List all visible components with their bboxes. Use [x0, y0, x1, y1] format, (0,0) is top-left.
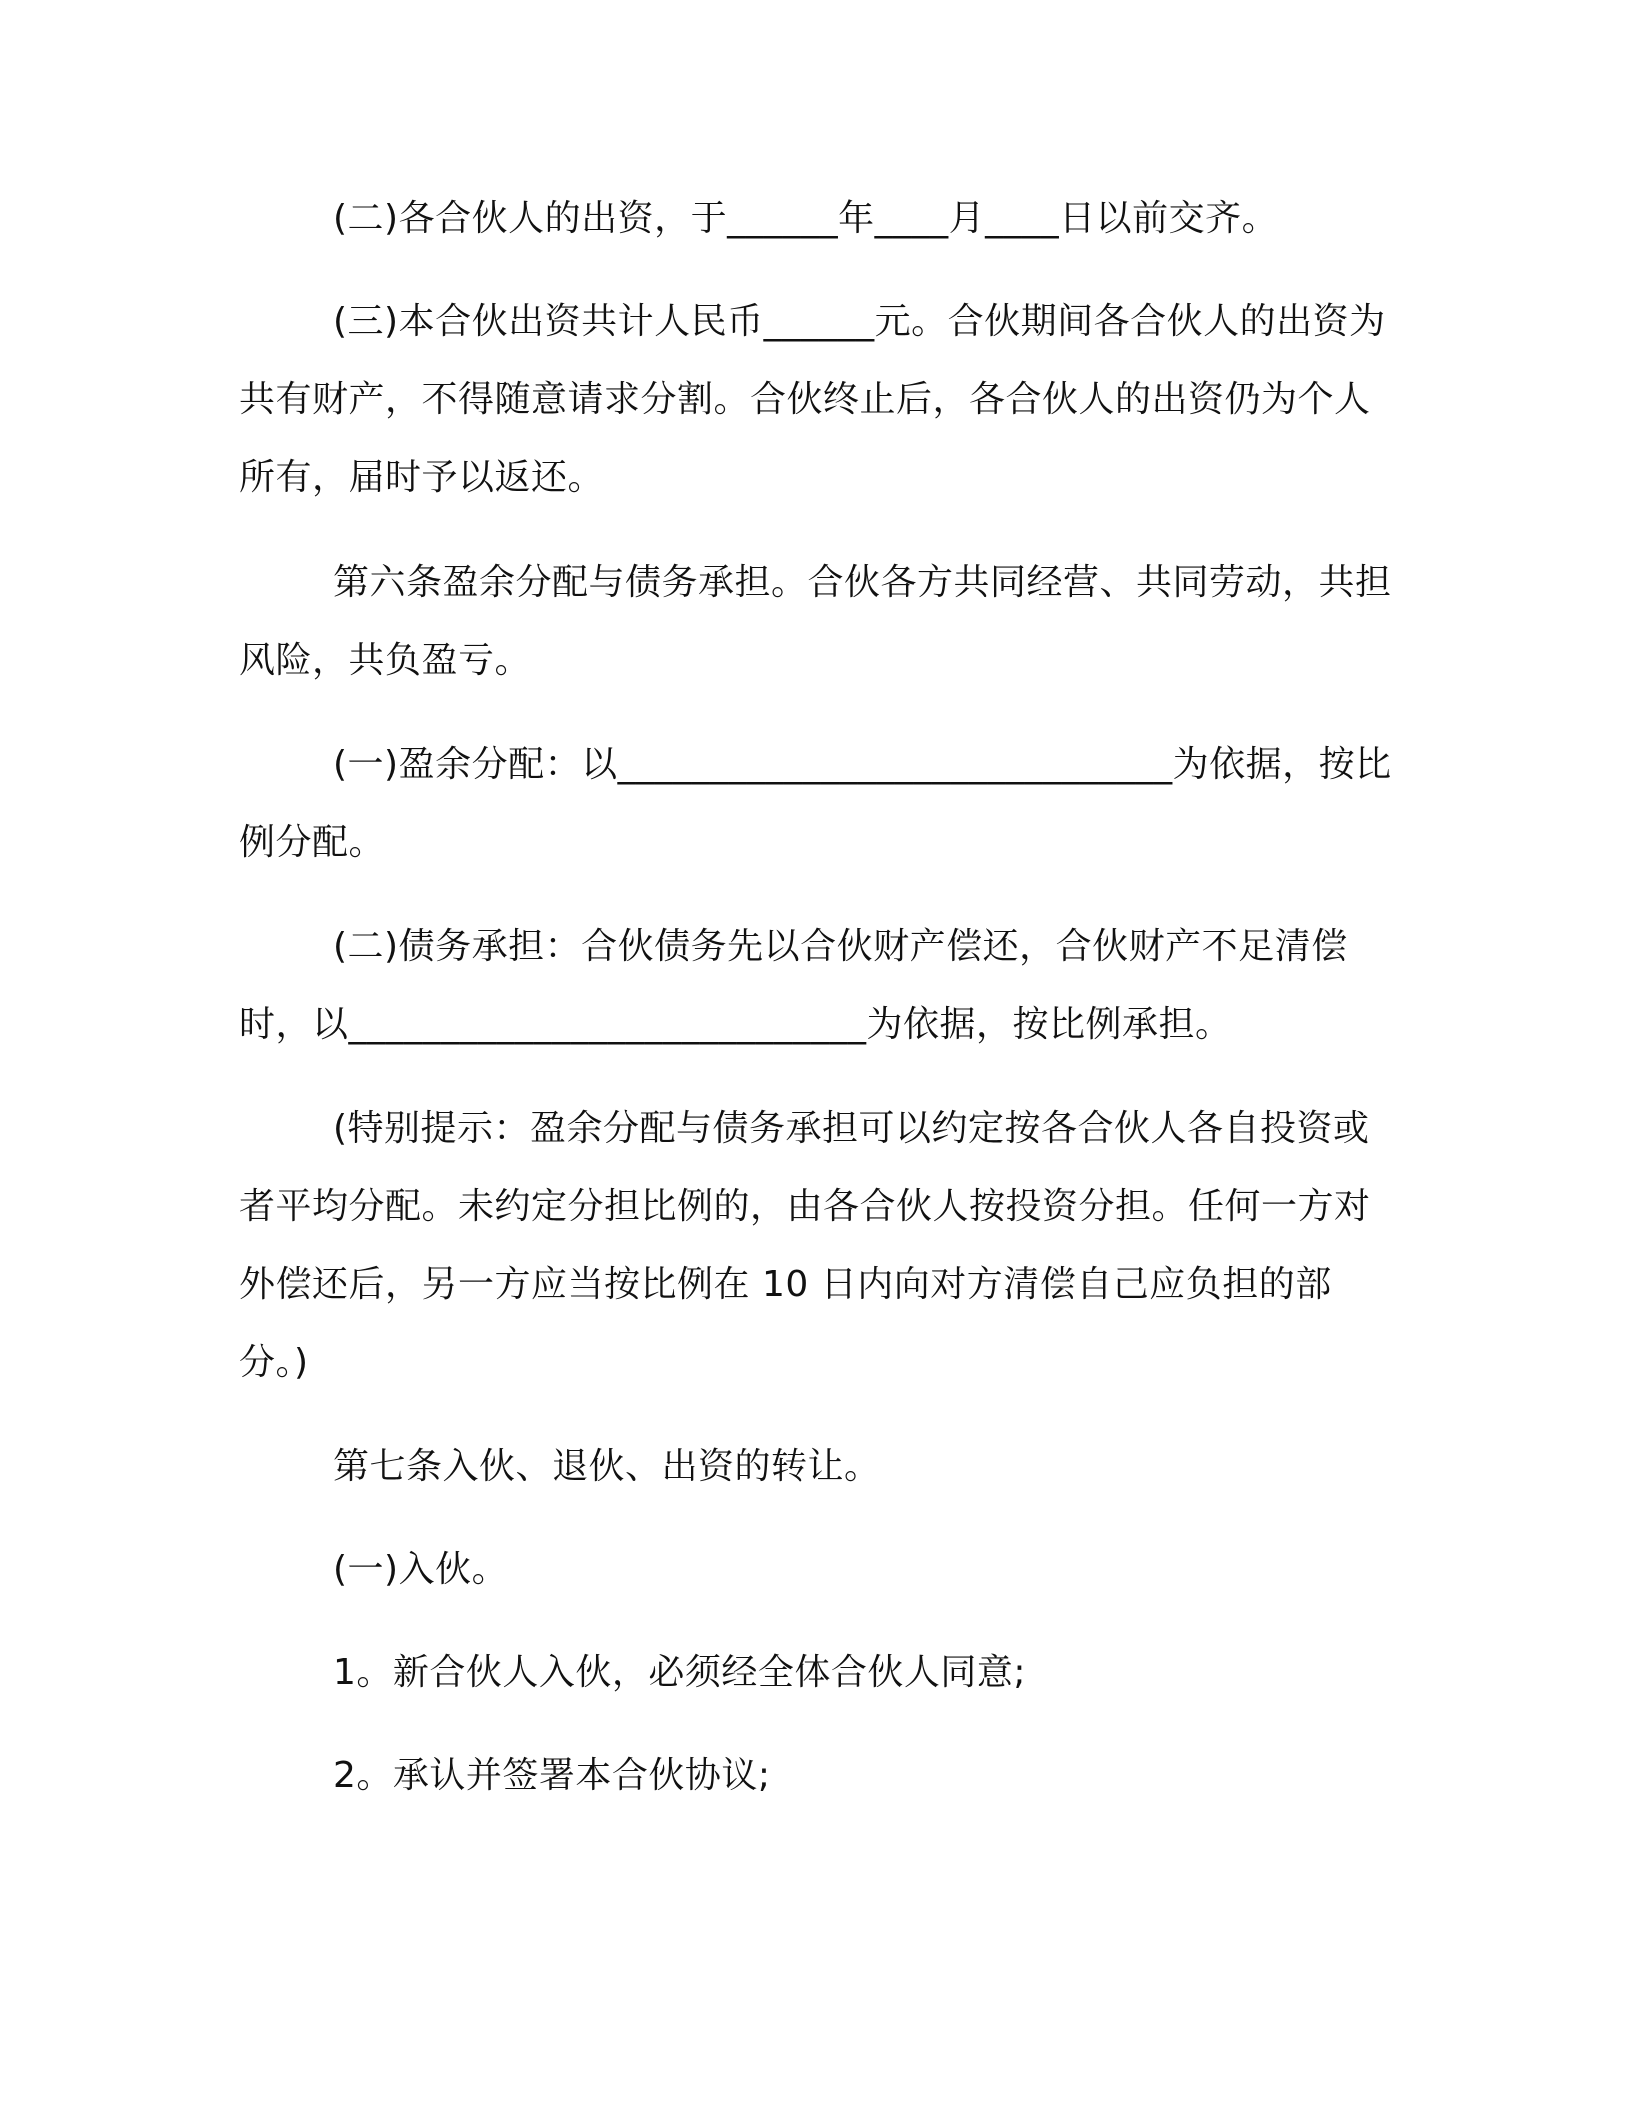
paragraph-article-6: 第六条盈余分配与债务承担。合伙各方共同经营、共同劳动，共担风险，共负盈亏。	[239, 562, 1392, 681]
paragraph-special-note: (特别提示：盈余分配与债务承担可以约定按各合伙人各自投资或者平均分配。未约定分担比例的，由各合伙人按投资分担。任何一方对外偿还后，另一方应当按比例在 10 日内向对方清偿自己应负担的部分。)	[239, 1108, 1371, 1383]
paragraph-item-2: 2。承认并签署本合伙协议;	[333, 1755, 771, 1796]
paragraph-item-1: 1。新合伙人入伙，必须经全体合伙人同意;	[333, 1652, 1027, 1693]
paragraph-profit-distribution: (一)盈余分配：以______________________________为依据，按比例分配。	[239, 744, 1392, 863]
paragraph-joining: (一)入伙。	[333, 1549, 509, 1590]
paragraph-total-contribution: (三)本合伙出资共计人民币______元。合伙期间各合伙人的出资为共有财产，不得随意请求分割。合伙终止后，各合伙人的出资仍为个人所有，届时予以返还。	[239, 301, 1386, 498]
paragraph-article-7: 第七条入伙、退伙、出资的转让。	[333, 1446, 881, 1487]
paragraph-contribution-deadline: (二)各合伙人的出资，于______年____月____日以前交齐。	[333, 198, 1279, 239]
paragraph-debt-bearing: (二)债务承担：合伙债务先以合伙财产偿还，合伙财产不足清偿时，以____________________________为依据，按比例承担。	[239, 926, 1348, 1045]
